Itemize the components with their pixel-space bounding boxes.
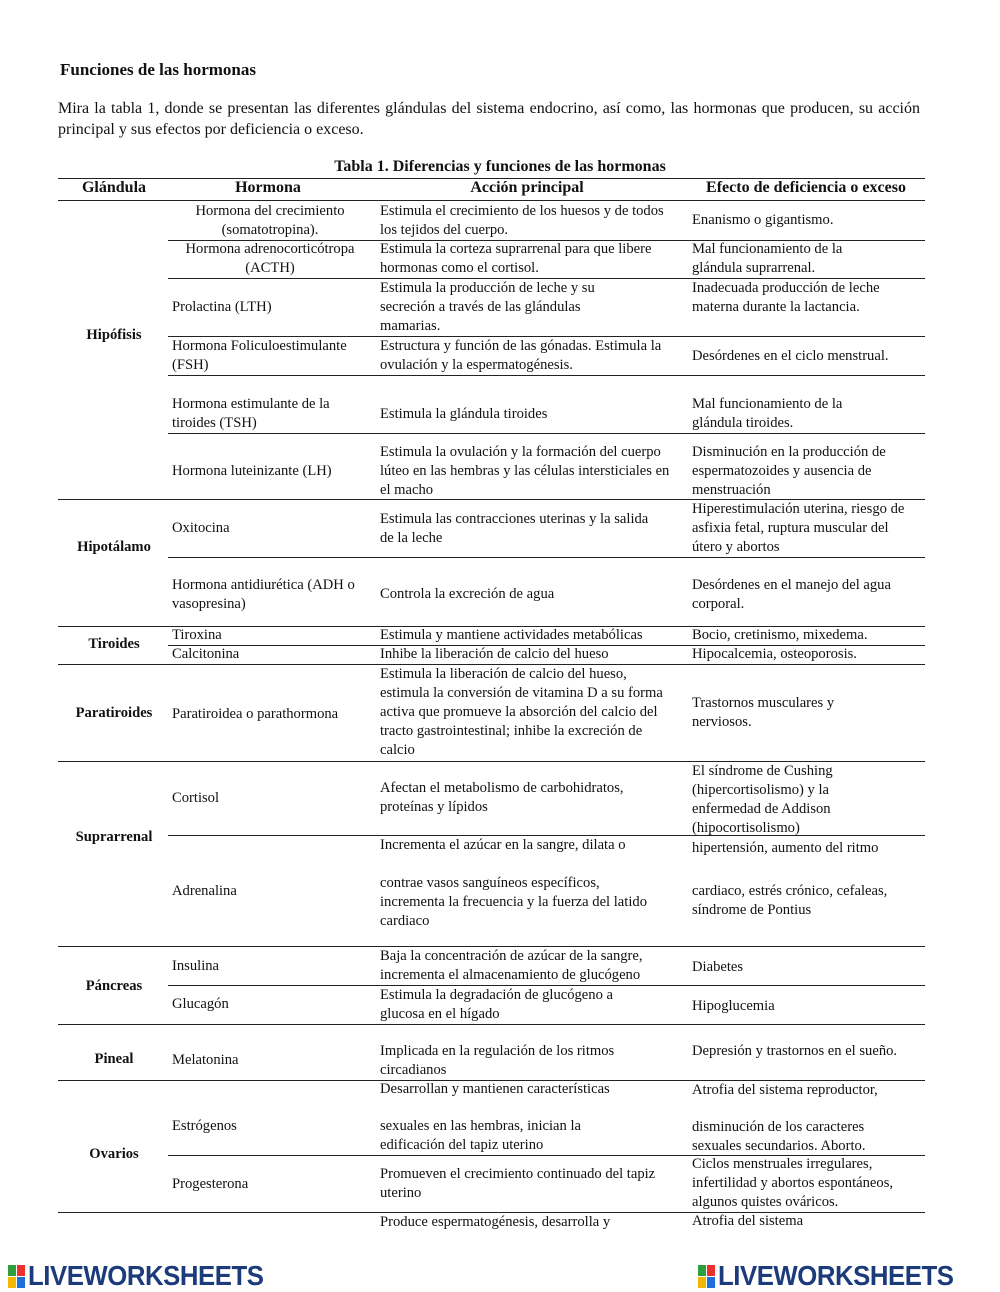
- effect-cell: Depresión y trastornos en el sueño.: [692, 1043, 898, 1059]
- effect-cell: disminución de los caracteres sexuales secundarios. Aborto.: [692, 1119, 866, 1154]
- hormone-cell: Paratiroidea o parathormona: [172, 706, 339, 722]
- row-divider: [168, 375, 925, 376]
- effect-cell: Ciclos menstruales irregulares, infertilidad y abortos espontáneos, algunos quistes ováricos.: [692, 1156, 894, 1210]
- effect-cell: Bocio, cretinismo, mixedema.: [692, 627, 868, 643]
- hormone-cell: Insulina: [172, 958, 220, 974]
- hormone-cell: Oxitocina: [172, 520, 230, 536]
- action-cell: Implicada en la regulación de los ritmos circadianos: [380, 1043, 615, 1078]
- hormone-cell: Glucagón: [172, 996, 229, 1012]
- effect-cell: Disminución en la producción de espermatozoides y ausencia de menstruación: [692, 444, 886, 498]
- effect-cell: El síndrome de Cushing (hipercortisolismo) y la enfermedad de Addison (hipocortisolismo): [692, 763, 833, 836]
- action-cell: Afectan el metabolismo de carbohidratos, proteínas y lípidos: [380, 780, 624, 815]
- gland-suprarrenal: Suprarrenal: [75, 829, 153, 845]
- effect-cell: Hipoglucemia: [692, 998, 775, 1014]
- action-cell: Estructura y función de las gónadas. Estimula la ovulación y la espermatogénesis.: [380, 338, 662, 373]
- hormone-cell: Hormona Foliculoestimulante (FSH): [172, 338, 347, 373]
- logo-text: LIVEWORKSHEETS: [28, 1260, 264, 1291]
- effect-cell: Atrofia del sistema reproductor,: [692, 1082, 878, 1098]
- hormone-cell: Cortisol: [172, 790, 220, 806]
- intro-paragraph: Mira la tabla 1, donde se presentan las diferentes glándulas del sistema endocrino, así como, las hormonas que producen, su acción principal y sus efectos por deficiencia o exceso.: [58, 100, 920, 138]
- gland-hipotalamo: Hipotálamo: [77, 539, 151, 555]
- action-cell: Controla la excreción de agua: [380, 586, 555, 602]
- effect-cell: Hipocalcemia, osteoporosis.: [692, 646, 857, 662]
- hormone-cell: Estrógenos: [172, 1118, 237, 1134]
- effect-cell: Trastornos musculares y nerviosos.: [692, 695, 835, 730]
- effect-cell: Enanismo o gigantismo.: [692, 212, 834, 228]
- action-cell: Estimula la glándula tiroides: [380, 406, 548, 422]
- effect-cell: Mal funcionamiento de la glándula suprarrenal.: [692, 241, 843, 276]
- action-cell: Estimula el crecimiento de los huesos y de todos los tejidos del cuerpo.: [380, 203, 664, 238]
- row-divider: [168, 433, 925, 434]
- action-cell: Estimula las contracciones uterinas y la salida de la leche: [380, 511, 649, 546]
- header-bottom-border: [58, 200, 925, 201]
- table-top-border: [58, 178, 925, 179]
- action-cell: Inhibe la liberación de calcio del hueso: [380, 646, 609, 662]
- gland-ovarios: Ovarios: [89, 1146, 139, 1162]
- action-cell: Promueven el crecimiento continuado del tapiz uterino: [380, 1166, 656, 1201]
- effect-cell: Inadecuada producción de leche materna durante la lactancia.: [692, 280, 880, 315]
- hormone-cell: Hormona antidiurética (ADH o vasopresina): [172, 577, 355, 612]
- action-cell: Desarrollan y mantienen características: [380, 1081, 610, 1097]
- hormone-cell: Hormona del crecimiento (somatotropina).: [195, 203, 345, 238]
- gland-hipofisis: Hipófisis: [86, 327, 142, 343]
- page-title: Funciones de las hormonas: [60, 60, 256, 79]
- action-cell: Estimula la producción de leche y su secreción a través de las glándulas mamarias.: [380, 280, 595, 334]
- action-cell: sexuales en las hembras, inician la edificación del tapiz uterino: [380, 1118, 581, 1153]
- header-action: Acción principal: [470, 179, 584, 196]
- action-cell: Estimula la degradación de glucógeno a glucosa en el hígado: [380, 987, 614, 1022]
- table-caption: Tabla 1. Diferencias y funciones de las hormonas: [334, 158, 666, 175]
- hormone-cell: Prolactina (LTH): [172, 299, 272, 315]
- gland-divider: [58, 1024, 925, 1025]
- action-cell: Estimula la corteza suprarrenal para que libere hormonas como el cortisol.: [380, 241, 652, 276]
- header-gland: Glándula: [81, 179, 147, 196]
- action-cell: Incrementa el azúcar en la sangre, dilata o: [380, 837, 626, 853]
- effect-cell: hipertensión, aumento del ritmo: [692, 840, 879, 856]
- action-cell: Estimula la liberación de calcio del hueso, estimula la conversión de vitamina D a su forma activa que promueve la absorción del calcio del tracto gastrointestinal; inhibe la excreción de calcio: [380, 666, 663, 758]
- action-cell: Estimula la ovulación y la formación del cuerpo lúteo en las hembras y las células intersticiales en el macho: [380, 444, 670, 498]
- hormone-cell: Adrenalina: [172, 883, 237, 899]
- effect-cell: Desórdenes en el manejo del agua corporal.: [692, 577, 891, 612]
- action-cell: Estimula y mantiene actividades metabólicas: [380, 627, 643, 643]
- hormone-cell: Progesterona: [172, 1176, 249, 1192]
- action-cell: contrae vasos sanguíneos específicos, incrementa la frecuencia y la fuerza del latido cardiaco: [380, 875, 647, 929]
- liveworksheets-logo-left: [8, 1260, 284, 1292]
- hormone-cell: Hormona luteinizante (LH): [172, 463, 332, 479]
- effect-cell: Desórdenes en el ciclo menstrual.: [692, 348, 889, 364]
- hormone-cell: Hormona adrenocorticótropa (ACTH): [185, 241, 355, 276]
- action-cell: Produce espermatogénesis, desarrolla y: [380, 1214, 611, 1230]
- gland-paratiroides: Paratiroides: [75, 705, 153, 721]
- header-effect: Efecto de deficiencia o exceso: [706, 179, 906, 196]
- effect-cell: Mal funcionamiento de la glándula tiroides.: [692, 396, 843, 431]
- hormone-cell: Melatonina: [172, 1052, 239, 1068]
- effect-cell: Hiperestimulación uterina, riesgo de asfixia fetal, ruptura muscular del útero y abortos: [692, 501, 905, 555]
- liveworksheets-logo-right: [698, 1260, 974, 1292]
- row-divider: [168, 557, 925, 558]
- logo-icon: [698, 1265, 715, 1288]
- header-hormone: Hormona: [235, 179, 301, 196]
- gland-tiroides: Tiroides: [88, 636, 140, 652]
- hormone-cell: Calcitonina: [172, 646, 240, 662]
- effect-cell: Diabetes: [692, 959, 744, 975]
- hormone-cell: Tiroxina: [172, 627, 222, 643]
- action-cell: Baja la concentración de azúcar de la sangre, incrementa el almacenamiento de glucógeno: [380, 948, 643, 983]
- gland-pineal: Pineal: [94, 1051, 134, 1067]
- effect-cell: cardiaco, estrés crónico, cefaleas, síndrome de Pontius: [692, 883, 888, 918]
- hormone-cell: Hormona estimulante de la tiroides (TSH): [172, 396, 330, 431]
- effect-cell: Atrofia del sistema: [692, 1213, 804, 1229]
- logo-text: LIVEWORKSHEETS: [718, 1260, 954, 1291]
- gland-pancreas: Páncreas: [85, 978, 143, 994]
- logo-icon: [8, 1265, 25, 1288]
